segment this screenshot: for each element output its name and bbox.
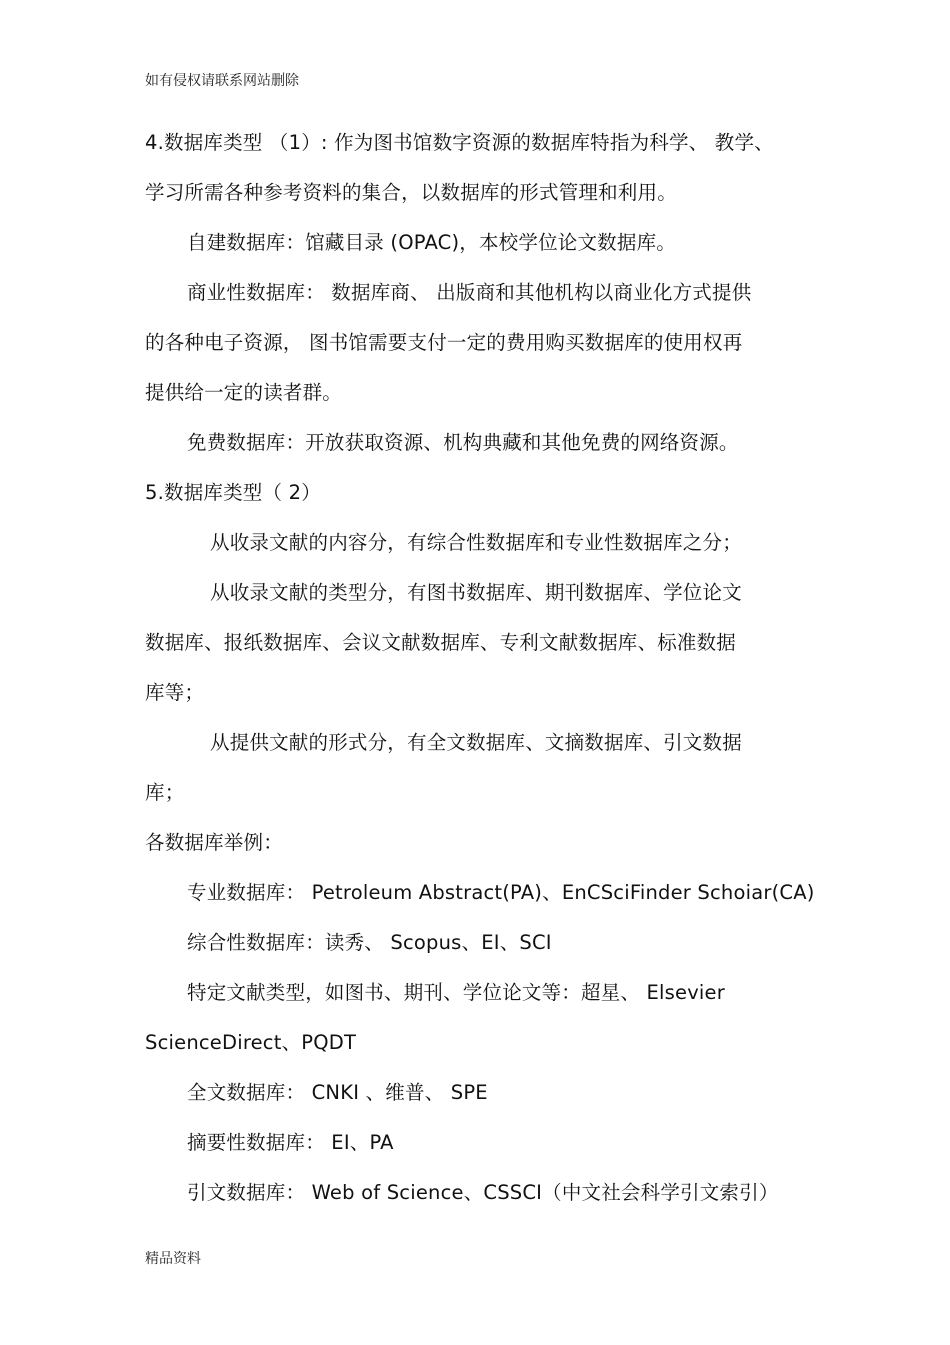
text-line: 库； xyxy=(145,781,185,804)
text-line: 专业数据库： Petroleum Abstract(PA)、EnCSciFinder Schoiar(CA) xyxy=(187,881,815,904)
text-line: 自建数据库：馆藏目录 (OPAC)，本校学位论文数据库。 xyxy=(187,231,676,254)
text-line: ScienceDirect、PQDT xyxy=(145,1031,357,1054)
text-line: 从提供文献的形式分，有全文数据库、文摘数据库、引文数据 xyxy=(210,731,742,754)
text-line: 从收录文献的内容分，有综合性数据库和专业性数据库之分； xyxy=(210,531,742,554)
text-line: 商业性数据库： 数据库商、 出版商和其他机构以商业化方式提供 xyxy=(187,281,752,304)
section-5-heading: 5.数据库类型（ 2） xyxy=(145,481,321,504)
text-line: 库等； xyxy=(145,681,205,704)
text-line: 摘要性数据库： EI、PA xyxy=(187,1131,394,1154)
examples-heading: 各数据库举例： xyxy=(145,831,283,854)
section-4-heading: 4.数据库类型 （1）: 作为图书馆数字资源的数据库特指为科学、 教学、 xyxy=(145,131,774,154)
text-line: 的各种电子资源， 图书馆需要支付一定的费用购买数据库的使用权再 xyxy=(145,331,743,354)
text-line: 数据库、报纸数据库、会议文献数据库、专利文献数据库、标准数据 xyxy=(145,631,737,654)
text-line: 学习所需各种参考资料的集合，以数据库的形式管理和利用。 xyxy=(145,181,677,204)
text-line: 全文数据库： CNKI 、维普、 SPE xyxy=(187,1081,488,1104)
page-footer: 精品资料 xyxy=(145,1251,201,1267)
text-line: 免费数据库：开放获取资源、机构典藏和其他免费的网络资源。 xyxy=(187,431,739,454)
text-line: 综合性数据库：读秀、 Scopus、EI、SCI xyxy=(187,931,552,954)
page-header: 如有侵权请联系网站删除 xyxy=(145,73,299,89)
text-line: 引文数据库： Web of Science、CSSCI（中文社会科学引文索引） xyxy=(187,1181,779,1204)
text-line: 从收录文献的类型分，有图书数据库、期刊数据库、学位论文 xyxy=(210,581,742,604)
text-line: 特定文献类型，如图书、期刊、学位论文等：超星、 Elsevier xyxy=(187,981,725,1004)
text-line: 提供给一定的读者群。 xyxy=(145,381,343,404)
